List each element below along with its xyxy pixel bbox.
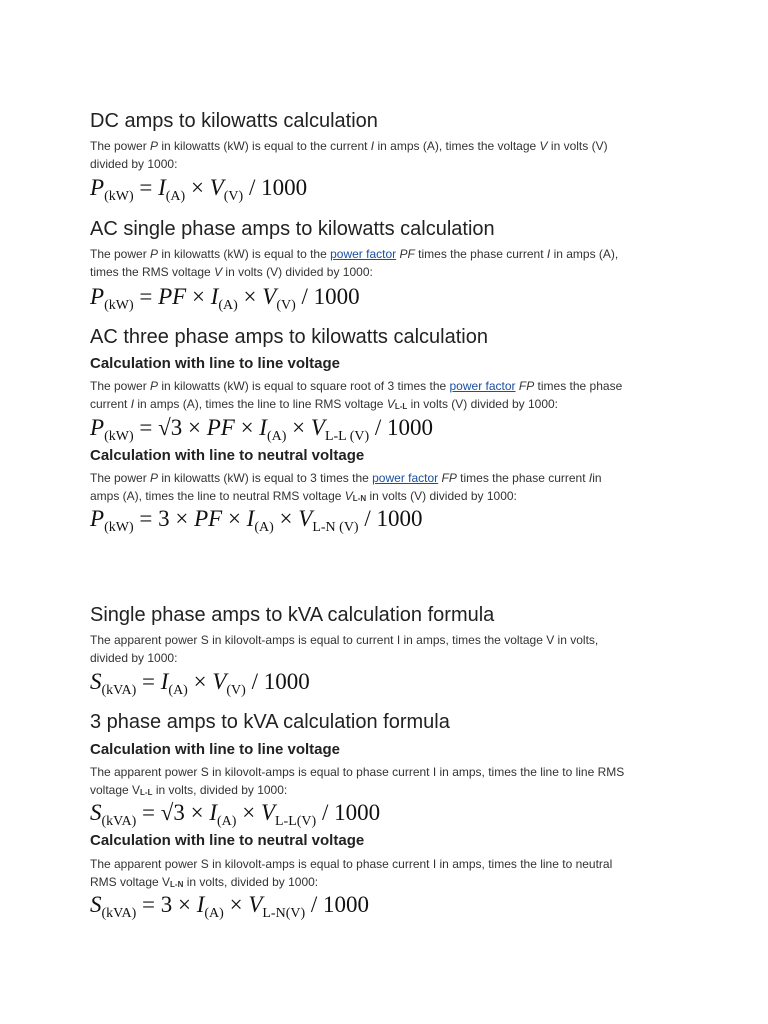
formula-subscript: L-L (V): [324, 429, 370, 444]
text: in amps (A),: [550, 247, 619, 261]
text: amps (A), times the line to neutral RMS voltage: [90, 489, 345, 503]
formula-symbol: P: [90, 175, 105, 200]
power-factor-link[interactable]: power factor: [330, 247, 397, 261]
ac-three-ll-heading: Calculation with line to line voltage: [90, 355, 341, 372]
voltage-subscript: L-N: [170, 880, 184, 889]
formula-subscript: (kW): [104, 429, 134, 444]
formula-sqrt: √3: [160, 800, 185, 825]
formula-symbol: I: [259, 415, 267, 440]
var-i: I: [130, 397, 135, 411]
formula-subscript: (V): [223, 189, 244, 204]
power-factor-link[interactable]: power factor: [449, 379, 516, 393]
text: times the RMS voltage: [90, 265, 215, 279]
var-i: I: [588, 471, 593, 485]
formula-subscript: (A): [254, 520, 274, 535]
formula-subscript: (kVA): [101, 683, 137, 698]
text: RMS voltage V: [90, 875, 171, 889]
text: in kilowatts (kW) is equal to 3 times the: [158, 471, 373, 485]
var-fp: FP: [515, 379, 535, 393]
formula-operator: ×: [186, 284, 211, 309]
formula-operator: ×: [286, 415, 311, 440]
text: in volts, divided by 1000:: [183, 875, 319, 889]
formula-symbol: P: [90, 415, 105, 440]
formula-operator: ×: [187, 669, 213, 694]
text: in volts (V): [547, 139, 608, 153]
formula-symbol: V: [298, 506, 313, 531]
text: in kilowatts (kW) is equal to square root of 3 times the: [158, 379, 450, 393]
formula-symbol: I: [209, 800, 218, 825]
text: voltage V: [90, 783, 141, 797]
formula-subscript: (A): [217, 814, 237, 829]
kva-three-ln-heading: Calculation with line to neutral voltage: [90, 832, 365, 849]
text: in amps (A), times the line to line RMS voltage: [134, 397, 387, 411]
var-p: P: [150, 247, 159, 261]
text: in volts (V) divided by 1000:: [407, 397, 559, 411]
formula-symbol: I: [210, 284, 219, 309]
voltage-subscript: L-N: [352, 494, 367, 503]
formula-operator: =: [136, 669, 161, 694]
var-i: I: [370, 139, 375, 153]
voltage-subscript: L-L: [394, 402, 408, 411]
text: The power: [90, 247, 151, 261]
text: in volts (V) divided by 1000:: [222, 265, 373, 279]
formula-symbol: V: [248, 892, 263, 917]
formula-subscript: (kVA): [101, 814, 137, 829]
formula-subscript: L-N (V): [312, 520, 359, 535]
ac-three-ln-heading: Calculation with line to neutral voltage: [90, 447, 365, 464]
var-v: V: [344, 489, 353, 503]
text: divided by 1000:: [90, 157, 178, 171]
formula-tail: / 1000: [305, 892, 370, 917]
formula-constant: 3: [160, 892, 173, 917]
ac-three-ll-formula: [90, 414, 690, 451]
dc-description: [90, 137, 690, 173]
formula-symbol: V: [209, 175, 224, 200]
text: The apparent power S in kilovolt-amps is equal to current I in amps, times the voltage V in volts,: [90, 633, 599, 647]
kva-single-formula: [90, 668, 690, 705]
formula-subscript: L-N(V): [262, 906, 306, 921]
voltage-subscript: L-L: [140, 788, 153, 797]
formula-subscript: (kW): [104, 298, 134, 313]
formula-operator: ×: [273, 506, 299, 531]
formula-subscript: (A): [168, 683, 188, 698]
var-v: V: [539, 139, 548, 153]
formula-operator: =: [133, 175, 159, 200]
formula-sqrt: √3: [158, 415, 183, 440]
formula-operator: ×: [169, 506, 195, 531]
kva-three-ll-heading: Calculation with line to line voltage: [90, 741, 341, 758]
formula-operator: ×: [234, 415, 260, 440]
formula-subscript: (A): [165, 189, 186, 204]
var-p: P: [150, 139, 159, 153]
formula-tail: / 1000: [295, 284, 360, 309]
formula-symbol: P: [90, 506, 105, 531]
formula-tail: / 1000: [243, 175, 308, 200]
formula-tail: / 1000: [245, 669, 310, 694]
var-p: P: [150, 379, 159, 393]
formula-operator: =: [133, 415, 159, 440]
text: times the phase: [534, 379, 623, 393]
var-i: I: [546, 247, 551, 261]
formula-operator: ×: [185, 175, 210, 200]
kva-three-ll-description: [90, 763, 690, 802]
text: in: [592, 471, 602, 485]
formula-tail: / 1000: [369, 415, 434, 440]
formula-symbol: P: [90, 284, 105, 309]
formula-subscript: (V): [276, 298, 296, 313]
formula-constant: 3: [158, 506, 170, 531]
text: divided by 1000:: [90, 651, 178, 665]
var-fp: FP: [438, 471, 457, 485]
formula-symbol: V: [260, 800, 275, 825]
text: in amps (A), times the voltage: [374, 139, 540, 153]
formula-symbol: S: [90, 892, 102, 917]
ac-three-ln-description: [90, 469, 690, 508]
text: The apparent power S in kilovolt-amps is equal to phase current I in amps, times the line to neutral: [90, 857, 613, 871]
text: in kilowatts (kW) is equal to the: [158, 247, 331, 261]
formula-operator: =: [136, 892, 161, 917]
kva-single-section-title: Single phase amps to kVA calculation formula: [90, 604, 495, 626]
text: in kilowatts (kW) is equal to the current: [158, 139, 371, 153]
formula-subscript: (A): [218, 298, 238, 313]
text: in volts, divided by 1000:: [152, 783, 288, 797]
ac-single-section-title: AC single phase amps to kilowatts calculation: [90, 218, 495, 240]
ac-three-ln-formula: [90, 505, 690, 542]
formula-operator: ×: [182, 415, 207, 440]
dc-formula: [90, 174, 690, 211]
formula-subscript: (A): [266, 429, 287, 444]
formula-operator: =: [136, 800, 161, 825]
ac-single-formula: [90, 283, 690, 320]
formula-subscript: (kVA): [101, 906, 137, 921]
ac-single-description: [90, 245, 690, 281]
text: times the phase current: [456, 471, 589, 485]
formula-symbol: I: [160, 669, 169, 694]
formula-operator: ×: [172, 892, 197, 917]
formula-symbol: I: [246, 506, 255, 531]
var-p: P: [150, 471, 159, 485]
text: The power: [90, 379, 151, 393]
formula-symbol: PF: [206, 415, 235, 440]
kva-single-description: [90, 631, 690, 667]
kva-three-ll-formula: [90, 799, 690, 836]
var-v: V: [386, 397, 395, 411]
formula-tail: / 1000: [316, 800, 381, 825]
text: times the phase current: [414, 247, 547, 261]
formula-symbol: V: [310, 415, 325, 440]
formula-subscript: (kW): [104, 189, 134, 204]
kva-three-section-title: 3 phase amps to kVA calculation formula: [90, 711, 450, 733]
formula-operator: =: [133, 506, 159, 531]
formula-operator: =: [133, 284, 159, 309]
formula-operator: ×: [223, 892, 249, 917]
formula-operator: ×: [184, 800, 210, 825]
power-factor-link[interactable]: power factor: [372, 471, 439, 485]
formula-symbol: S: [90, 800, 102, 825]
formula-operator: ×: [222, 506, 247, 531]
formula-symbol: I: [196, 892, 205, 917]
var-pf: PF: [396, 247, 415, 261]
formula-subscript: (kW): [104, 520, 134, 535]
formula-symbol: V: [262, 284, 277, 309]
formula-symbol: V: [212, 669, 227, 694]
formula-subscript: (A): [204, 906, 224, 921]
formula-symbol: S: [90, 669, 102, 694]
formula-symbol: I: [158, 175, 166, 200]
ac-three-ll-description: [90, 377, 690, 416]
kva-three-ln-formula: [90, 891, 690, 928]
formula-symbol: PF: [158, 284, 187, 309]
formula-operator: ×: [236, 800, 261, 825]
formula-subscript: L-L(V): [275, 814, 317, 829]
formula-operator: ×: [237, 284, 263, 309]
text: current: [90, 397, 131, 411]
text: The apparent power S in kilovolt-amps is equal to phase current I in amps, times the line to line RMS: [90, 765, 625, 779]
text: The power: [90, 471, 151, 485]
var-v: V: [214, 265, 223, 279]
ac-three-section-title: AC three phase amps to kilowatts calculation: [90, 326, 488, 348]
text: The power: [90, 139, 151, 153]
text: in volts (V) divided by 1000:: [366, 489, 517, 503]
kva-three-ln-description: [90, 855, 690, 894]
dc-section-title: DC amps to kilowatts calculation: [90, 110, 378, 132]
formula-tail: / 1000: [358, 506, 423, 531]
formula-subscript: (V): [226, 683, 246, 698]
formula-symbol: PF: [194, 506, 223, 531]
